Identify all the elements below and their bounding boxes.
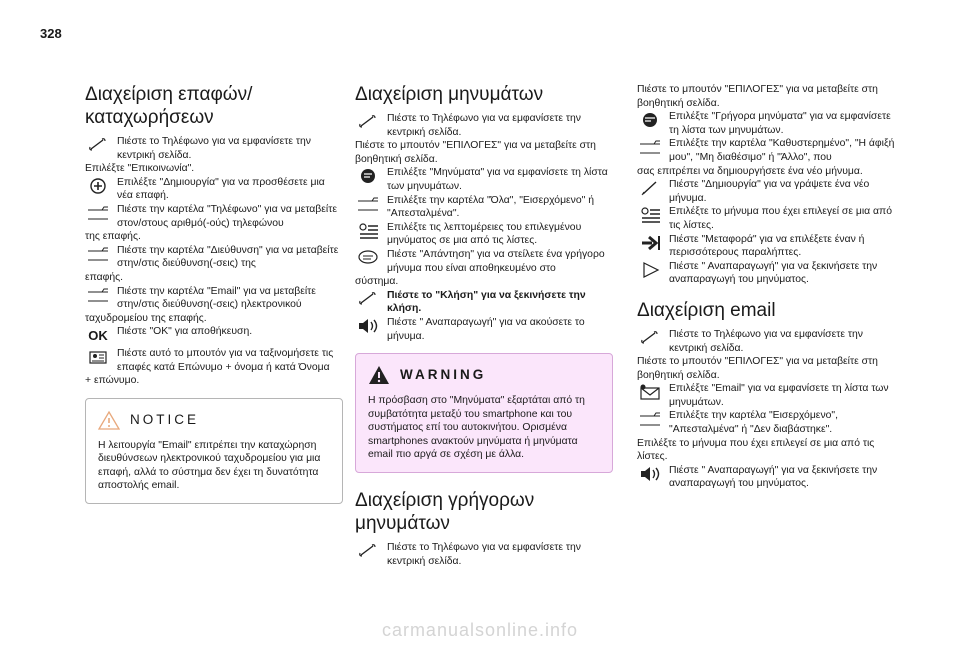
list-item: Επιλέξτε την καρτέλα "Εισερχόμενο", "Απεσταλμένα" ή "Δεν διαβάστηκε". Επιλέξτε το μήνυμα που έχει επιλεγεί σε μια από τις λίστες. (637, 410, 875, 463)
list-item: Πιέστε το Τηλέφωνο για να εμφανίσετε την κεντρική σελίδα. Επιλέξτε "Επικοινωνία". (85, 136, 311, 175)
pencil-icon (637, 179, 663, 197)
notice-text: Η λειτουργία "Email" επιτρέπει την καταχώρηση διευθύνσεων ηλεκτρονικού ταχυδρομείου για μια επαφή, αλλά το σύστημα δεν έχει τη δυνατότητα αποστολής email. (98, 439, 321, 492)
section-title-messages: Διαχείριση μηνυμάτων (355, 84, 544, 105)
tab-icon (85, 204, 111, 222)
email-icon (637, 383, 663, 401)
tab-icon (85, 245, 111, 263)
list-item: Επιλέξτε "Μηνύματα" για να εμφανίσετε τη λίστα των μηνυμάτων. (355, 166, 613, 193)
watermark: carmanualsonline.info (381, 620, 579, 640)
tab-icon (85, 286, 111, 304)
list-item: Πιέστε " Αναπαραγωγή" για να ακούσετε το μήνυμα. (355, 316, 613, 343)
column-quick-messages-email (637, 83, 899, 491)
messages-icon (355, 167, 381, 185)
speaker-icon (355, 317, 381, 335)
list-item: Πιέστε το "Κλήση" για να ξεκινήσετε την κλήση. (355, 289, 613, 316)
list-item: Πιέστε "Δημιουργία" για να γράψετε ένα νέο μήνυμα. (637, 178, 899, 205)
list-item: Πιέστε το Τηλέφωνο για να εμφανίσετε την κεντρική σελίδα. Πιέστε το μπουτόν "ΕΠΙΛΟΓΕΣ" για να μεταβείτε στη βοηθητική σελίδα. (355, 113, 596, 165)
list-item: Πιέστε την καρτέλα "Email" για να μεταβείτε στην/στις διεύθυνση(-σεις) ηλεκτρονικού ταχυδρομείου της επαφής. (85, 285, 316, 324)
tab-icon (637, 138, 663, 156)
phone-handset-icon (355, 113, 381, 131)
list-item: Πιέστε " Αναπαραγωγή" για να ξεκινήσετε την αναπαραγωγή του μηνύματος. (637, 464, 899, 491)
forward-arrow-icon (637, 234, 663, 252)
list-item: Επιλέξτε την καρτέλα "Όλα", "Εισερχόμενο" ή "Απεσταλμένα". (355, 194, 613, 221)
warning-text: Η πρόσβαση στο "Μηνύματα" εξαρτάται από τη συμβατότητα μεταξύ του smartphone και του συστήματος επί του αυτοκινήτου. Ορισμένα smartphones ανακτούν μηνύματα ή μηνύματα email πιο αργά σε σχέση με άλλα. (368, 395, 585, 461)
title-line-2: μηνυμάτων (355, 513, 450, 535)
tab-icon (355, 195, 381, 213)
warning-box (355, 353, 613, 473)
list-item: Επιλέξτε "Email" για να εμφανίσετε τη λίστα των μηνυμάτων. (637, 382, 899, 409)
details-list-icon (355, 222, 381, 240)
sort-contacts-icon (85, 348, 111, 366)
tab-icon (637, 410, 663, 428)
list-item: Πιέστε "Μεταφορά" για να επιλέξετε έναν ή περισσότερους παραλήπτες. (637, 233, 899, 260)
ok-icon: OK (88, 327, 108, 343)
add-circle-icon (85, 177, 111, 195)
section-title-email: Διαχείριση email (637, 299, 776, 321)
section-title-contacts (85, 83, 343, 129)
list-item: Επιλέξτε την καρτέλα "Καθυστερημένο", "Η άφιξή μου", "Μη διαθέσιμο" ή "Άλλο", που σας επιτρέπει να δημιουργήσετε ένα νέο μήνυμα. (637, 138, 895, 177)
list-item: Επιλέξτε τις λεπτομέρειες του επιλεγμένου μηνύματος σε μια από τις λίστες. (355, 221, 613, 248)
column-messages (355, 83, 613, 568)
list-item: OK Πιέστε "ΟΚ" για αποθήκευση. (85, 325, 343, 339)
list-item: Πιέστε αυτό το μπουτόν για να ταξινομήσετε τις επαφές κατά Επώνυμο + όνομα ή κατά Όνομα + επώνυμο. (85, 347, 334, 387)
list-item: Πιέστε το Τηλέφωνο για να εμφανίσετε την κεντρική σελίδα. Πιέστε το μπουτόν "ΕΠΙΛΟΓΕΣ" για να μεταβείτε στη βοηθητική σελίδα. (637, 328, 878, 381)
details-list-icon (637, 206, 663, 224)
list-item: Πιέστε την καρτέλα "Διεύθυνση" για να μεταβείτε στην/στις διεύθυνση(-σεις) της επαφής. (85, 244, 339, 283)
list-item: Επιλέξτε το μήνυμα που έχει επιλεγεί σε μια από τις λίστες. (637, 205, 899, 232)
list-item: Πιέστε " Αναπαραγωγή" για να ξεκινήσετε την αναπαραγωγή του μηνύματος. (637, 260, 899, 287)
notice-box (85, 398, 343, 504)
list-item: Πιέστε το Τηλέφωνο για να εμφανίσετε την κεντρική σελίδα. (355, 541, 613, 568)
notice-title: NOTICE (130, 411, 200, 427)
list-item: Πιέστε την καρτέλα "Τηλέφωνο" για να μεταβείτε στον/στους αριθμό(-ούς) τηλεφώνου της επαφής. (85, 203, 337, 243)
phone-handset-icon (355, 542, 381, 560)
title-line-2: καταχωρήσεων (85, 107, 214, 128)
reply-message-icon (355, 249, 381, 267)
warning-triangle-icon (368, 365, 390, 385)
intro-text: Πιέστε το μπουτόν "ΕΠΙΛΟΓΕΣ" για να μεταβείτε στη βοηθητική σελίδα. (637, 84, 878, 109)
phone-handset-icon (637, 329, 663, 347)
warning-title: WARNING (400, 367, 487, 383)
notice-triangle-icon (98, 410, 120, 430)
list-item: Επιλέξτε "Δημιουργία" για να προσθέσετε μια νέα επαφή. (85, 176, 343, 203)
section-title-quick-messages (355, 489, 613, 535)
phone-handset-icon (355, 290, 381, 308)
page-number: 328 (40, 26, 62, 41)
speaker-icon (637, 465, 663, 483)
title-line-1: Διαχείριση επαφών/ (85, 84, 253, 105)
play-icon (637, 261, 663, 279)
list-item: Επιλέξτε "Γρήγορα μηνύματα" για να εμφανίσετε τη λίστα των μηνυμάτων. (637, 110, 899, 137)
title-line-1: Διαχείριση γρήγορων (355, 490, 535, 512)
list-item: Πιέστε "Απάντηση" για να στείλετε ένα γρήγορο μήνυμα που είναι αποθηκευμένο στο σύστημα. (355, 248, 605, 288)
column-contacts (85, 83, 343, 516)
phone-handset-icon (85, 136, 111, 154)
quick-messages-icon (637, 111, 663, 129)
